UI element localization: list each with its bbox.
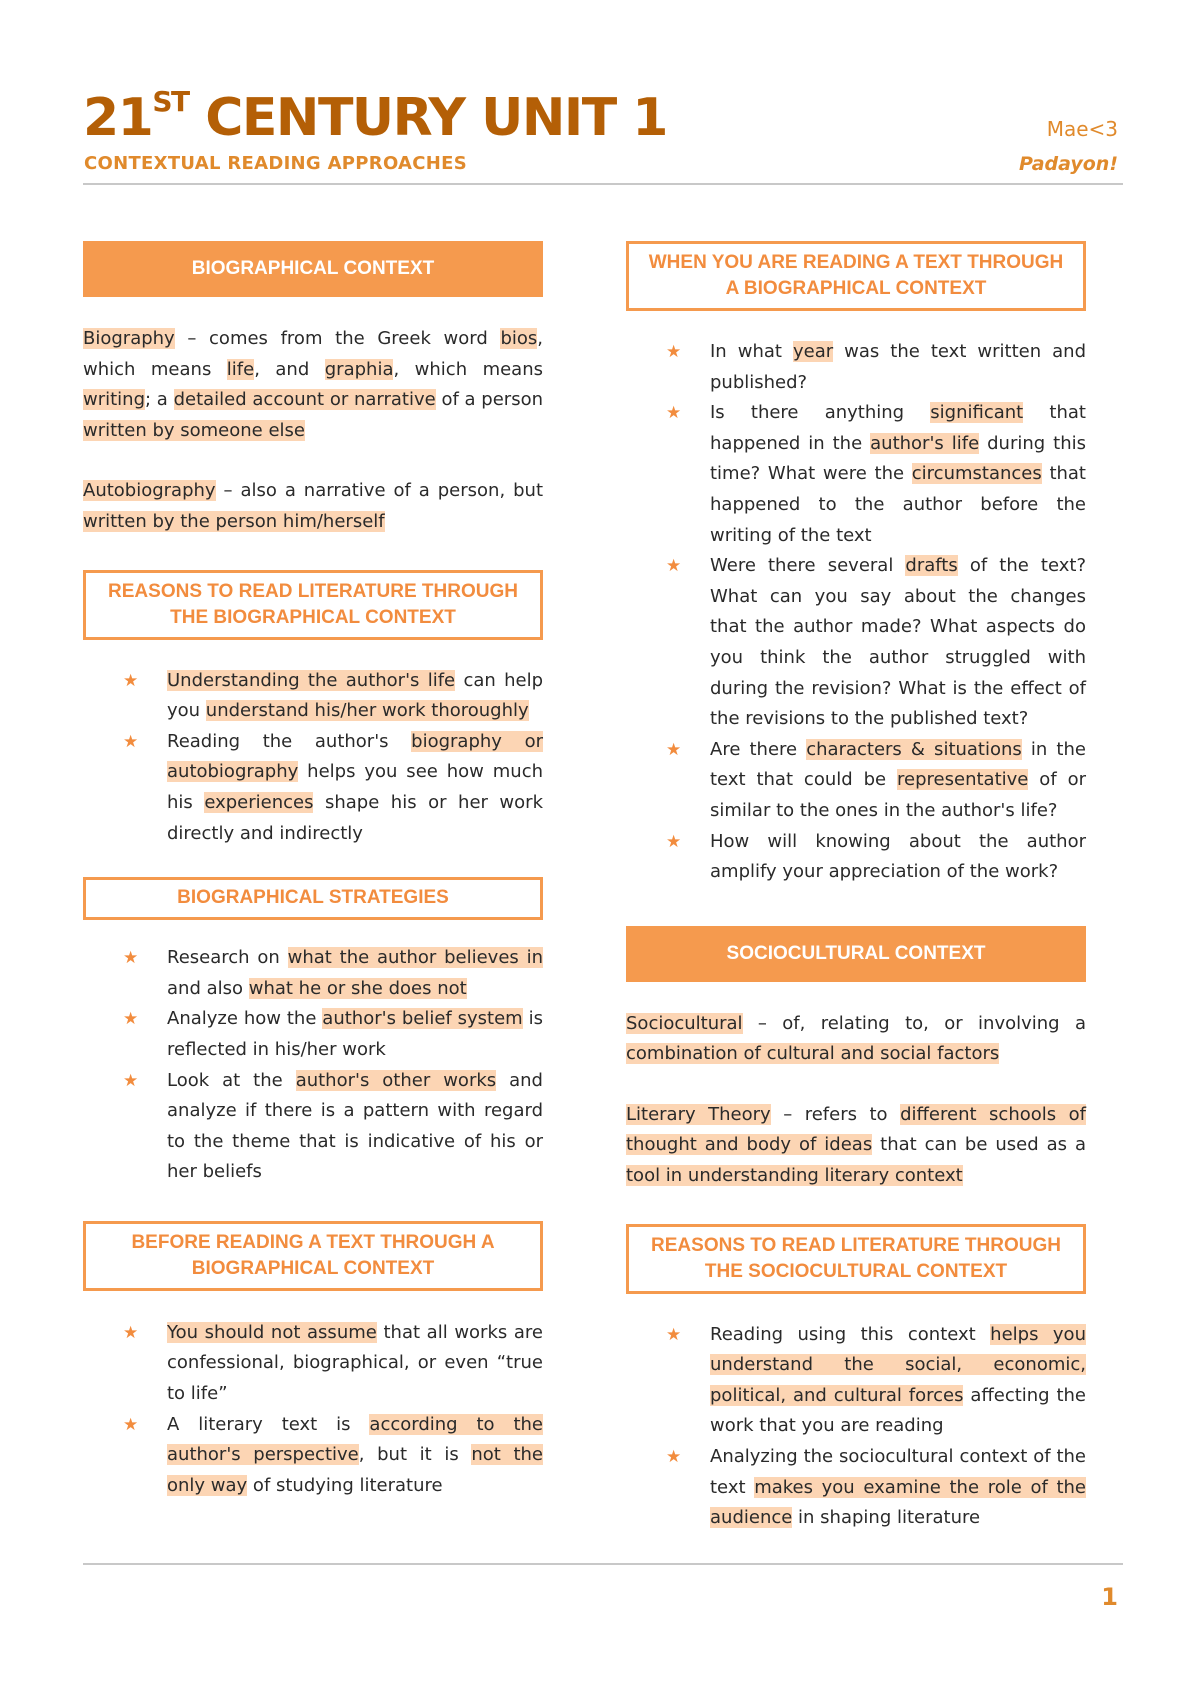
- star-icon: ★: [666, 342, 682, 362]
- section-heading-biographical-strategies: BIOGRAPHICAL STRATEGIES: [83, 877, 543, 920]
- when-reading-list: [626, 337, 1086, 888]
- star-icon: ★: [123, 948, 139, 969]
- star-icon: ★: [666, 1447, 682, 1468]
- star-icon: ★: [666, 556, 682, 577]
- page-subtitle: CONTEXTUAL READING APPROACHES: [84, 153, 468, 174]
- definition-autobiography: Autobiography – also a narrative of a person, but written by the person him/herself: [83, 480, 543, 532]
- list-item: ★ Is there anything significant that happened in the author's life during this time? What were the circumstances that happened to the author before the writing of the text: [626, 398, 1086, 551]
- star-icon: ★: [666, 831, 682, 852]
- list-item: ★ Understanding the author's life can help you understand his/her work thoroughly: [83, 666, 543, 727]
- list-item: ★ Reading the author's biography or autobiography helps you see how much his experiences shape his or her work directly and indirectly: [83, 727, 543, 849]
- section-heading-reasons-biographical: REASONS TO READ LITERATURE THROUGH THE BIOGRAPHICAL CONTEXT: [83, 570, 543, 640]
- star-icon: ★: [123, 731, 139, 752]
- definition-biography: Biography – comes from the Greek word bios, which means life, and graphia, which means writing; a detailed account or narrative of a person written by someone else: [83, 328, 543, 441]
- before-reading-list: [83, 1318, 543, 1502]
- star-icon: ★: [666, 1324, 682, 1345]
- star-icon: ★: [123, 1070, 139, 1091]
- star-icon: ★: [123, 1322, 139, 1343]
- slogan: Padayon!: [1019, 153, 1118, 175]
- left-column: [83, 241, 543, 1501]
- list-item: ★ Were there several drafts of the text? What can you say about the changes that the author made? What aspects do you think the author struggled with during the revision? What is the effect of the revisions to the published text?: [626, 551, 1086, 735]
- section-heading-sociocultural-context: SOCIOCULTURAL CONTEXT: [626, 926, 1086, 982]
- reasons-biographical-list: [83, 666, 543, 850]
- list-item: ★ In what year was the text written and published?: [626, 337, 1086, 398]
- reasons-sociocultural-list: [626, 1320, 1086, 1534]
- header-divider: [83, 183, 1123, 185]
- star-icon: ★: [123, 670, 139, 691]
- definition-literary-theory: Literary Theory – refers to different schools of thought and body of ideas that can be used as a tool in understanding literary context: [626, 1103, 1086, 1187]
- section-heading-before-reading: BEFORE READING A TEXT THROUGH A BIOGRAPHICAL CONTEXT: [83, 1221, 543, 1291]
- list-item: ★ Analyze how the author's belief system is reflected in his/her work: [83, 1004, 543, 1065]
- star-icon: ★: [666, 739, 682, 760]
- list-item: ★ Reading using this context helps you understand the social, economic, political, and cultural forces affecting the work that you are reading: [626, 1320, 1086, 1442]
- section-heading-reasons-sociocultural: REASONS TO READ LITERATURE THROUGH THE SOCIOCULTURAL CONTEXT: [626, 1224, 1086, 1294]
- star-icon: ★: [123, 1009, 139, 1030]
- list-item: ★ How will knowing about the author amplify your appreciation of the work?: [626, 827, 1086, 888]
- page-title: 21ST CENTURY UNIT 1: [83, 84, 667, 148]
- footer-divider: [83, 1563, 1123, 1565]
- definition-sociocultural: Sociocultural – of, relating to, or involving a combination of cultural and social factors: [626, 1012, 1086, 1065]
- list-item: ★ Research on what the author believes in and also what he or she does not: [83, 943, 543, 1004]
- list-item: ★ Look at the author's other works and analyze if there is a pattern with regard to the theme that is indicative of his or her beliefs: [83, 1066, 543, 1188]
- biographical-strategies-list: [83, 943, 543, 1188]
- right-column: [626, 241, 1086, 1534]
- star-icon: ★: [666, 403, 682, 424]
- page-number: 1: [1101, 1583, 1118, 1611]
- list-item: ★ A literary text is according to the author's perspective, but it is not the only way of studying literature: [83, 1410, 543, 1502]
- author-name: Mae<3: [1046, 117, 1118, 141]
- section-heading-when-reading: WHEN YOU ARE READING A TEXT THROUGH A BIOGRAPHICAL CONTEXT: [626, 241, 1086, 311]
- list-item: ★ Analyzing the sociocultural context of the text makes you examine the role of the audience in shaping literature: [626, 1442, 1086, 1534]
- star-icon: ★: [123, 1414, 139, 1435]
- list-item: ★ You should not assume that all works are confessional, biographical, or even “true to life”: [83, 1318, 543, 1410]
- list-item: ★ Are there characters & situations in the text that could be representative of or similar to the ones in the author's life?: [626, 735, 1086, 827]
- section-heading-biographical-context: BIOGRAPHICAL CONTEXT: [83, 241, 543, 297]
